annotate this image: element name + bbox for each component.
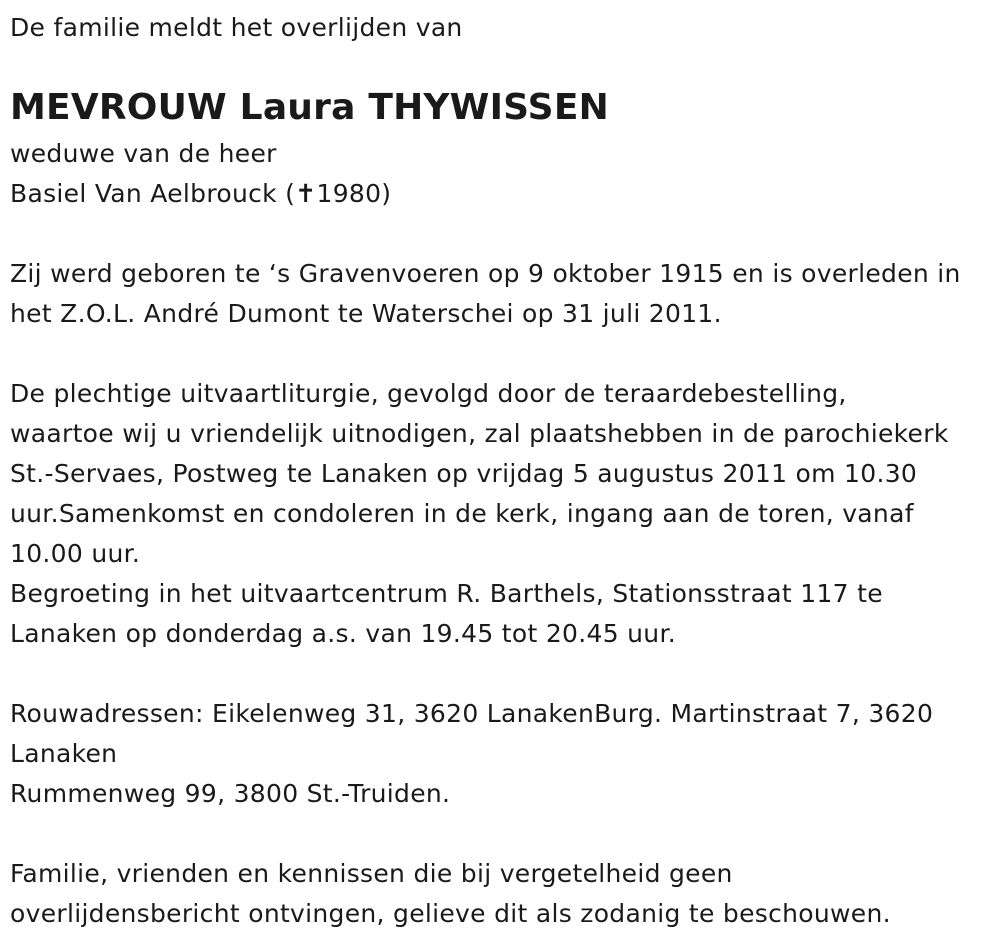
paragraph-line: Lanaken op donderdag a.s. van 19.45 tot 20.45 uur. xyxy=(10,619,676,648)
paragraph-line: het Z.O.L. André Dumont te Waterschei op 31 juli 2011. xyxy=(10,299,722,328)
paragraph-line: waartoe wij u vriendelijk uitnodigen, zal plaatshebben in de parochiekerk xyxy=(10,419,949,448)
paragraph-line: St.-Servaes, Postweg te Lanaken op vrijdag 5 augustus 2011 om 10.30 xyxy=(10,459,918,488)
birth-death-paragraph xyxy=(10,254,1000,334)
paragraph-line: Rummenweg 99, 3800 St.-Truiden. xyxy=(10,779,451,808)
paragraph-line: 10.00 uur. xyxy=(10,539,141,568)
paragraph-line: Begroeting in het uitvaartcentrum R. Barthels, Stationsstraat 117 te xyxy=(10,579,883,608)
ceremony-paragraph xyxy=(10,374,1000,654)
deceased-name: MEVROUW Laura THYWISSEN xyxy=(10,87,609,128)
intro-text: De familie meldt het overlijden van xyxy=(10,13,463,42)
addresses-paragraph xyxy=(10,694,1000,814)
spacer xyxy=(10,214,1000,254)
paragraph-line: uur.Samenkomst en condoleren in de kerk, ingang aan de toren, vanaf xyxy=(10,499,914,528)
spacer xyxy=(10,654,1000,694)
paragraph-line: Familie, vrienden en kennissen die bij vergetelheid geen xyxy=(10,859,733,888)
paragraph-line: Lanaken xyxy=(10,739,118,768)
spacer xyxy=(10,334,1000,374)
paragraph-line: Rouwadressen: Eikelenweg 31, 3620 LanakenBurg. Martinstraat 7, 3620 xyxy=(10,699,934,728)
closing-paragraph xyxy=(10,854,1000,934)
spacer xyxy=(10,814,1000,854)
widow-line: weduwe van de heer xyxy=(10,139,277,168)
spouse-line: Basiel Van Aelbrouck (✝1980) xyxy=(10,179,392,208)
paragraph-line: Zij werd geboren te ‘s Gravenvoeren op 9 oktober 1915 en is overleden in xyxy=(10,259,961,288)
paragraph-line: De plechtige uitvaartliturgie, gevolgd door de teraardebestelling, xyxy=(10,379,847,408)
paragraph-line: overlijdensbericht ontvingen, gelieve dit als zodanig te beschouwen. xyxy=(10,899,891,928)
